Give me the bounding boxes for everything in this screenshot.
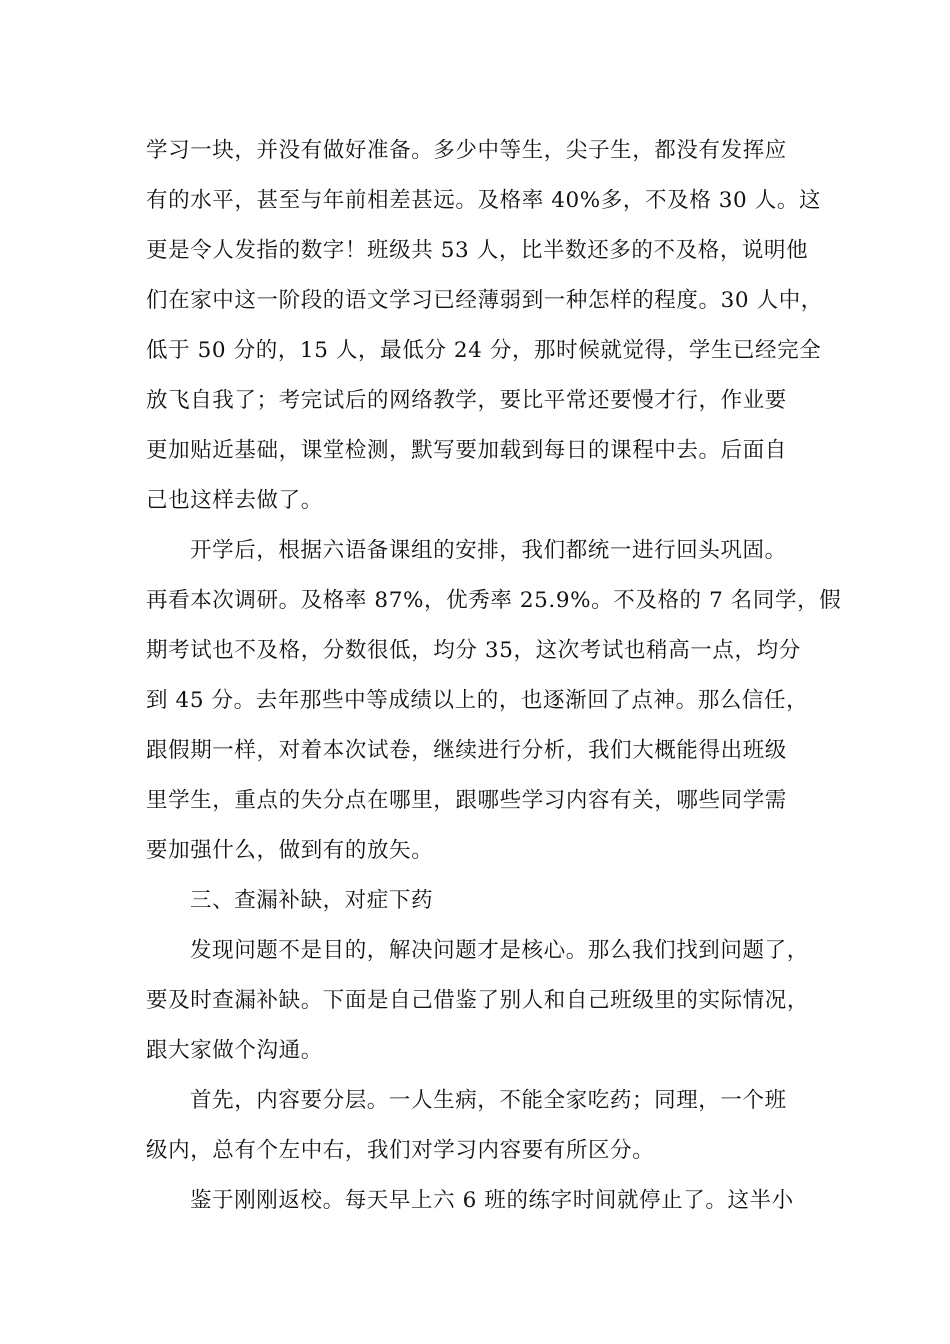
paragraph-start-line: 开学后，根据六语备课组的安排，我们都统一进行回头巩固。: [190, 538, 787, 563]
text-line: 有的水平，甚至与年前相差甚远。及格率 40%多，不及格 30 人。这: [146, 188, 822, 213]
text-line: 们在家中这一阶段的语文学习已经薄弱到一种怎样的程度。30 人中，: [146, 288, 823, 313]
text-line: 更加贴近基础，课堂检测，默写要加载到每日的课程中去。后面自: [146, 438, 787, 463]
paragraph-start-line: 首先，内容要分层。一人生病，不能全家吃药；同理，一个班: [190, 1088, 787, 1113]
paragraph-start-line: 鉴于刚刚返校。每天早上六 6 班的练字时间就停止了。这半小: [190, 1188, 794, 1213]
text-line: 放飞自我了；考完试后的网络教学，要比平常还要慢才行，作业要: [146, 388, 787, 413]
text-line: 里学生，重点的失分点在哪里，跟哪些学习内容有关，哪些同学需: [146, 788, 787, 813]
text-line: 期考试也不及格，分数很低，均分 35，这次考试也稍高一点，均分: [146, 638, 801, 663]
text-line: 再看本次调研。及格率 87%，优秀率 25.9%。不及格的 7 名同学，假: [146, 588, 842, 613]
text-line: 低于 50 分的，15 人，最低分 24 分，那时候就觉得，学生已经完全: [146, 338, 822, 363]
text-line: 要加强什么，做到有的放矢。: [146, 838, 434, 863]
text-line: 跟假期一样，对着本次试卷，继续进行分析，我们大概能得出班级: [146, 738, 787, 763]
text-line: 到 45 分。去年那些中等成绩以上的，也逐渐回了点神。那么信任，: [146, 688, 809, 713]
text-line: 学习一块，并没有做好准备。多少中等生，尖子生，都没有发挥应: [146, 138, 787, 163]
text-line: 更是令人发指的数字！班级共 53 人，比半数还多的不及格，说明他: [146, 238, 809, 263]
section-heading: 三、查漏补缺，对症下药: [190, 888, 434, 913]
text-line: 己也这样去做了。: [146, 488, 323, 513]
text-line: 要及时查漏补缺。下面是自己借鉴了别人和自己班级里的实际情况，: [146, 988, 810, 1013]
text-line: 级内，总有个左中右，我们对学习内容要有所区分。: [146, 1138, 655, 1163]
paragraph-start-line: 发现问题不是目的，解决问题才是核心。那么我们找到问题了，: [190, 938, 809, 963]
text-line: 跟大家做个沟通。: [146, 1038, 323, 1063]
